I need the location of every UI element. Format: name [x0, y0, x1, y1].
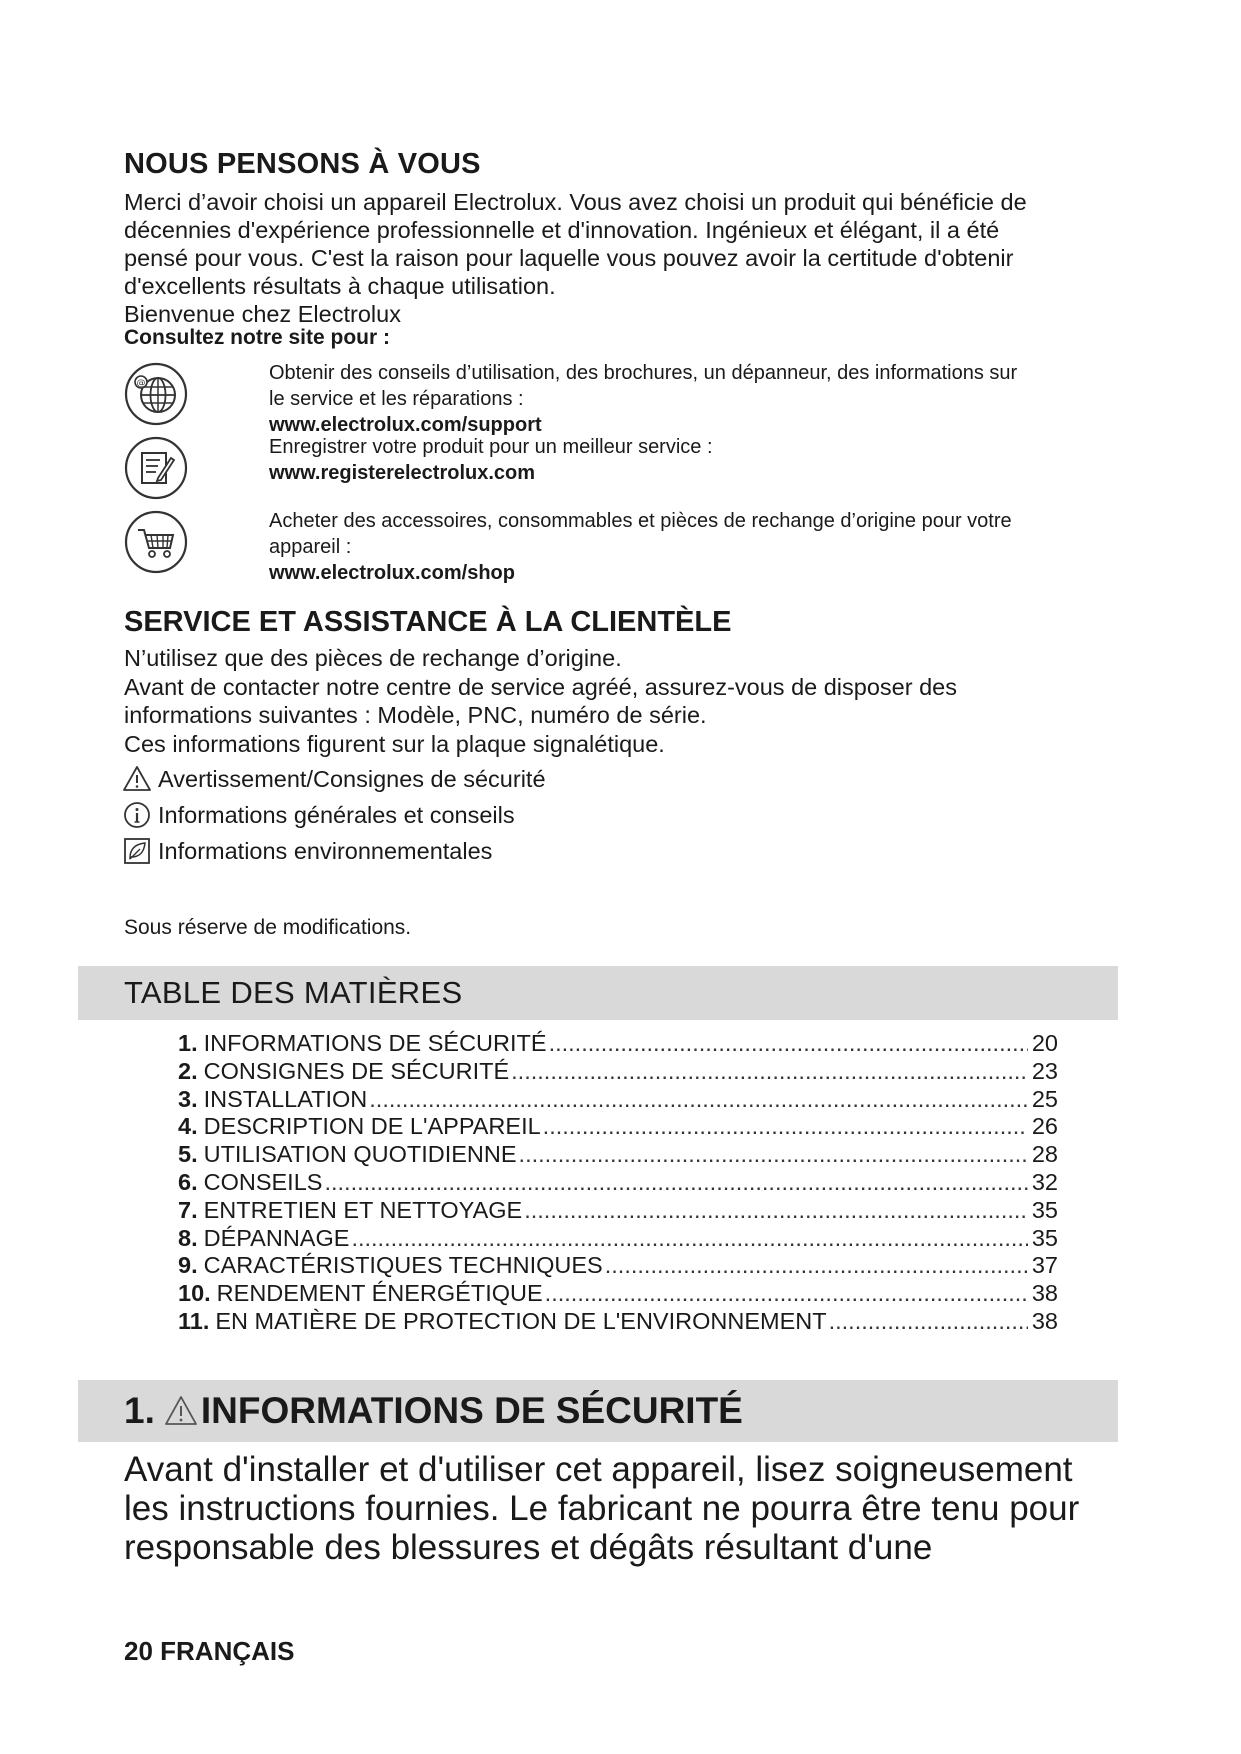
service-line: informations suivantes : Modèle, PNC, numéro de série. [124, 702, 707, 728]
toc-entry[interactable] [178, 1197, 1058, 1225]
toc-entry[interactable] [178, 1280, 1058, 1308]
modifications-note: Sous réserve de modifications. [124, 916, 412, 939]
intro-line: pensé pour vous. C'est la raison pour laquelle vous pouvez avoir la certitude d'obtenir [124, 245, 1014, 271]
site-heading: Consultez notre site pour : [124, 326, 391, 349]
toc-label: INFORMATIONS DE SÉCURITÉ [203, 1030, 547, 1056]
toc-number: 2. [178, 1057, 198, 1084]
toc-number: 4. [178, 1113, 198, 1140]
section-title [124, 1390, 743, 1432]
toc-label: DÉPANNAGE [203, 1224, 350, 1251]
site-desc: Acheter des accessoires, consommables et pièces de rechange d’origine pour votre [269, 510, 1012, 532]
shopping-cart-icon [124, 510, 188, 574]
toc-page: 32 [1031, 1168, 1058, 1195]
toc-label: RENDEMENT ÉNERGÉTIQUE [216, 1280, 543, 1307]
environment-leaf-icon [122, 836, 152, 866]
toc-leader [369, 1086, 1028, 1114]
toc-page: 38 [1031, 1307, 1058, 1334]
globe-icon [124, 362, 188, 426]
toc-label: CONSEILS [203, 1168, 323, 1195]
toc-page: 28 [1031, 1141, 1058, 1168]
toc-number: 1. [178, 1030, 198, 1056]
toc-leader [519, 1141, 1028, 1169]
intro-text [124, 188, 1124, 328]
page-footer: 20 FRANÇAIS [124, 1636, 295, 1666]
toc-entry[interactable] [178, 1086, 1058, 1114]
legend-label: Informations environnementales [158, 837, 493, 864]
toc-entry[interactable] [178, 1169, 1058, 1197]
service-text [124, 644, 1124, 758]
intro-line: d'excellents résultats à chaque utilisation. [124, 273, 556, 299]
section-body [124, 1450, 1124, 1567]
toc-leader [549, 1030, 1028, 1058]
warning-icon [163, 1394, 199, 1428]
toc-label: CARACTÉRISTIQUES TECHNIQUES [203, 1252, 603, 1279]
intro-welcome: Bienvenue chez Electrolux [124, 301, 401, 327]
site-desc: le service et les réparations : [269, 388, 524, 410]
toc-number: 9. [178, 1252, 198, 1279]
toc-label: UTILISATION QUOTIDIENNE [203, 1141, 517, 1168]
service-line: Ces informations figurent sur la plaque signalétique. [124, 730, 665, 757]
toc-number: 5. [178, 1141, 198, 1168]
toc-title: TABLE DES MATIÈRES [124, 975, 463, 1010]
table-of-contents [178, 1030, 1058, 1336]
toc-leader [605, 1252, 1028, 1280]
toc-entry[interactable] [178, 1058, 1058, 1086]
warning-icon [122, 764, 152, 794]
section-line: les instructions fournies. Le fabricant ne pourra être tenu pour [124, 1489, 1080, 1528]
toc-label: INSTALLATION [203, 1085, 368, 1112]
section-number: 1. [124, 1390, 155, 1431]
toc-leader [829, 1308, 1028, 1336]
site-row-register [124, 434, 1124, 506]
legend-label: Informations générales et conseils [158, 801, 515, 828]
toc-number: 6. [178, 1168, 198, 1195]
section-line: responsable des blessures et dégâts résultant d'une [124, 1528, 933, 1567]
toc-leader [351, 1225, 1027, 1253]
toc-number: 10. [178, 1280, 211, 1307]
legend-label: Avertissement/Consignes de sécurité [158, 765, 546, 792]
heading-service: SERVICE ET ASSISTANCE À LA CLIENTÈLE [124, 606, 732, 638]
toc-entry[interactable] [178, 1225, 1058, 1253]
site-row-shop [124, 508, 1124, 592]
heading-nous-pensons: NOUS PENSONS À VOUS [124, 148, 481, 180]
register-link[interactable]: www.registerelectrolux.com [269, 462, 536, 484]
service-line: N’utilisez que des pièces de rechange d’origine. [124, 645, 622, 671]
toc-label: EN MATIÈRE DE PROTECTION DE L'ENVIRONNEMENT [215, 1307, 827, 1334]
support-link[interactable]: www.electrolux.com/support [269, 414, 542, 436]
register-icon [124, 436, 188, 500]
section-header-bar [78, 1380, 1118, 1442]
toc-page: 38 [1031, 1280, 1058, 1307]
toc-leader [324, 1169, 1027, 1197]
toc-page: 23 [1031, 1057, 1058, 1084]
section-title-text: INFORMATIONS DE SÉCURITÉ [200, 1390, 743, 1431]
site-row-support [124, 360, 1124, 440]
service-line: Avant de contacter notre centre de service agréé, assurez-vous de disposer des [124, 673, 957, 700]
toc-page: 37 [1031, 1252, 1058, 1279]
toc-label: ENTRETIEN ET NETTOYAGE [203, 1196, 523, 1223]
toc-page: 26 [1031, 1113, 1058, 1140]
toc-page: 35 [1031, 1224, 1058, 1251]
shop-link[interactable]: www.electrolux.com/shop [269, 562, 515, 584]
toc-number: 8. [178, 1224, 198, 1251]
svg-text:@: @ [136, 378, 146, 389]
toc-leader [543, 1113, 1028, 1141]
toc-label: CONSIGNES DE SÉCURITÉ [203, 1057, 510, 1084]
site-desc: Obtenir des conseils d’utilisation, des brochures, un dépanneur, des informations sur [269, 362, 1018, 384]
legend-warning [122, 762, 822, 794]
toc-page: 25 [1031, 1085, 1058, 1112]
toc-number: 11. [178, 1307, 210, 1334]
intro-line: décennies d'expérience professionnelle et d'innovation. Ingénieux et élégant, il a été [124, 217, 1000, 243]
toc-entry[interactable] [178, 1113, 1058, 1141]
legend-info [122, 798, 822, 830]
toc-entry[interactable] [178, 1308, 1058, 1336]
toc-page: 20 [1031, 1030, 1058, 1056]
toc-entry[interactable] [178, 1030, 1058, 1058]
toc-label: DESCRIPTION DE L'APPAREIL [203, 1113, 541, 1140]
intro-line: Merci d’avoir choisi un appareil Electrolux. Vous avez choisi un produit qui bénéficie de [124, 189, 1027, 215]
toc-entry[interactable] [178, 1252, 1058, 1280]
toc-header-bar [78, 966, 1118, 1020]
toc-leader [511, 1058, 1028, 1086]
site-desc: Enregistrer votre produit pour un meilleur service : [269, 436, 713, 458]
legend-environment [122, 834, 822, 866]
toc-leader [524, 1197, 1028, 1225]
info-icon [122, 800, 152, 830]
toc-leader [545, 1280, 1028, 1308]
section-line: Avant d'installer et d'utiliser cet appareil, lisez soigneusement [124, 1450, 1073, 1489]
toc-page: 35 [1031, 1196, 1058, 1223]
toc-number: 3. [178, 1085, 198, 1112]
site-desc: appareil : [269, 536, 352, 558]
toc-number: 7. [178, 1196, 198, 1223]
toc-entry[interactable] [178, 1141, 1058, 1169]
